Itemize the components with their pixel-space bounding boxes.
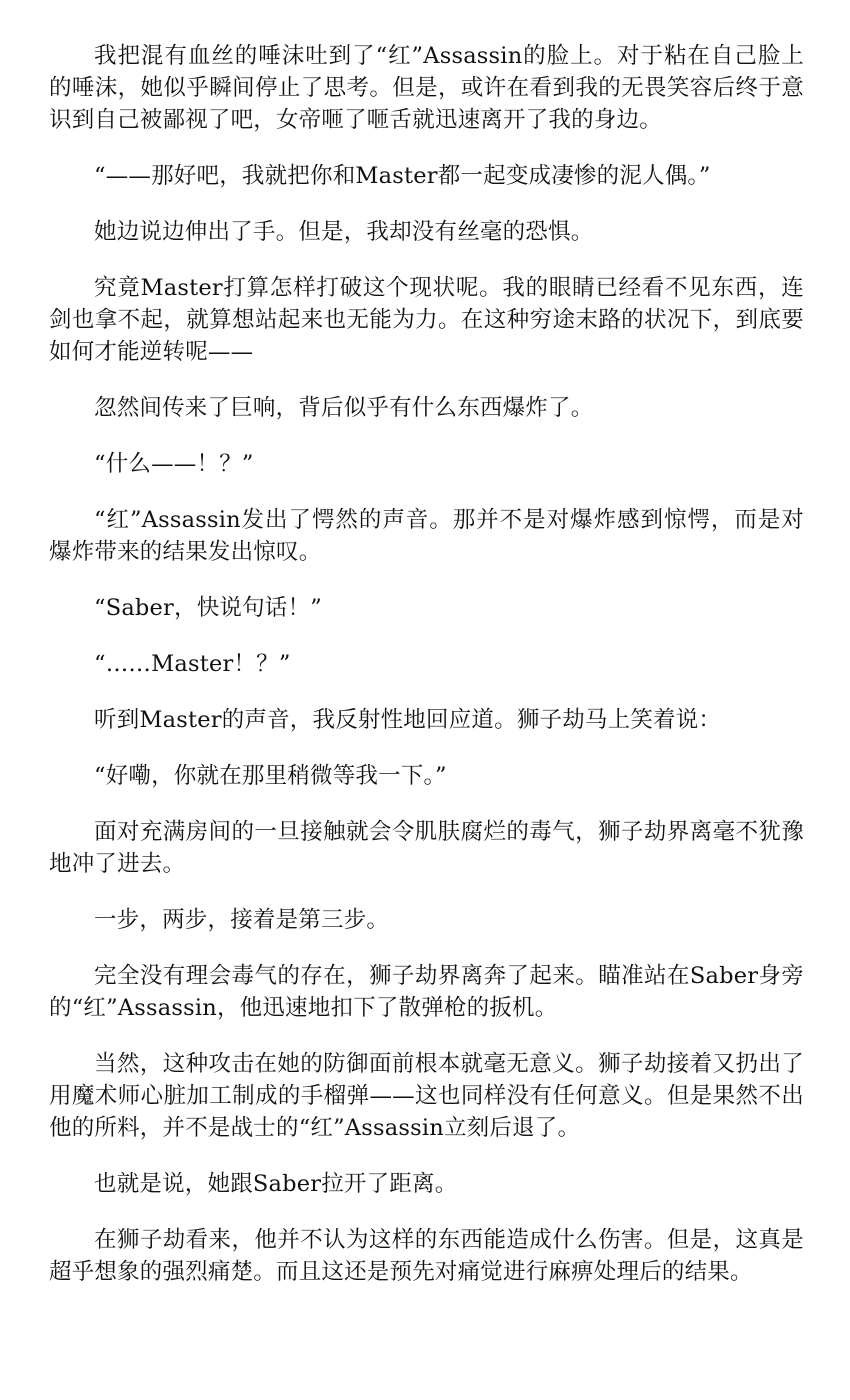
paragraph: “——那好吧，我就把你和Master都一起变成凄惨的泥人偶。” [94,163,711,189]
paragraph: 完全没有理会毒气的存在，狮子劫界离奔了起来。瞄准站在Saber身旁的“红”Assassin，他迅速地扣下了散弹枪的扳机。 [49,963,804,1021]
paragraph: 我把混有血丝的唾沫吐到了“红”Assassin的脸上。对于粘在自己脸上的唾沫，她似乎瞬间停止了思考。但是，或许在看到我的无畏笑容后终于意识到自己被鄙视了吧，女帝咂了咂舌就迅速离开了我的身边。 [49,43,804,133]
paragraph: 忽然间传来了巨响，背后似乎有什么东西爆炸了。 [94,395,594,421]
page-body [49,40,804,1312]
paragraph: 面对充满房间的一旦接触就会令肌肤腐烂的毒气，狮子劫界离毫不犹豫地冲了进去。 [49,819,804,877]
paragraph: 在狮子劫看来，他并不认为这样的东西能造成什么伤害。但是，这真是超乎想象的强烈痛楚。而且这还是预先对痛觉进行麻痹处理后的结果。 [49,1227,804,1285]
paragraph: “……Master！？” [94,651,291,677]
paragraph: “好嘞，你就在那里稍微等我一下。” [94,763,447,789]
paragraph: 她边说边伸出了手。但是，我却没有丝毫的恐惧。 [94,219,594,245]
paragraph: “Saber，快说句话！” [94,595,322,621]
paragraph: 究竟Master打算怎样打破这个现状呢。我的眼睛已经看不见东西，连剑也拿不起，就算想站起来也无能为力。在这种穷途末路的状况下，到底要如何才能逆转呢—— [49,275,804,365]
paragraph: 当然，这种攻击在她的防御面前根本就毫无意义。狮子劫接着又扔出了用魔术师心脏加工制成的手榴弹——这也同样没有任何意义。但是果然不出他的所料，并不是战士的“红”Assassin立刻后退了。 [49,1051,804,1141]
paragraph: 听到Master的声音，我反射性地回应道。狮子劫马上笑着说： [94,707,722,733]
paragraph: “红”Assassin发出了愕然的声音。那并不是对爆炸感到惊愕，而是对爆炸带来的结果发出惊叹。 [49,507,804,565]
paragraph: 一步，两步，接着是第三步。 [94,907,390,933]
paragraph: 也就是说，她跟Saber拉开了距离。 [94,1171,458,1197]
paragraph: “什么——！？” [94,451,254,477]
